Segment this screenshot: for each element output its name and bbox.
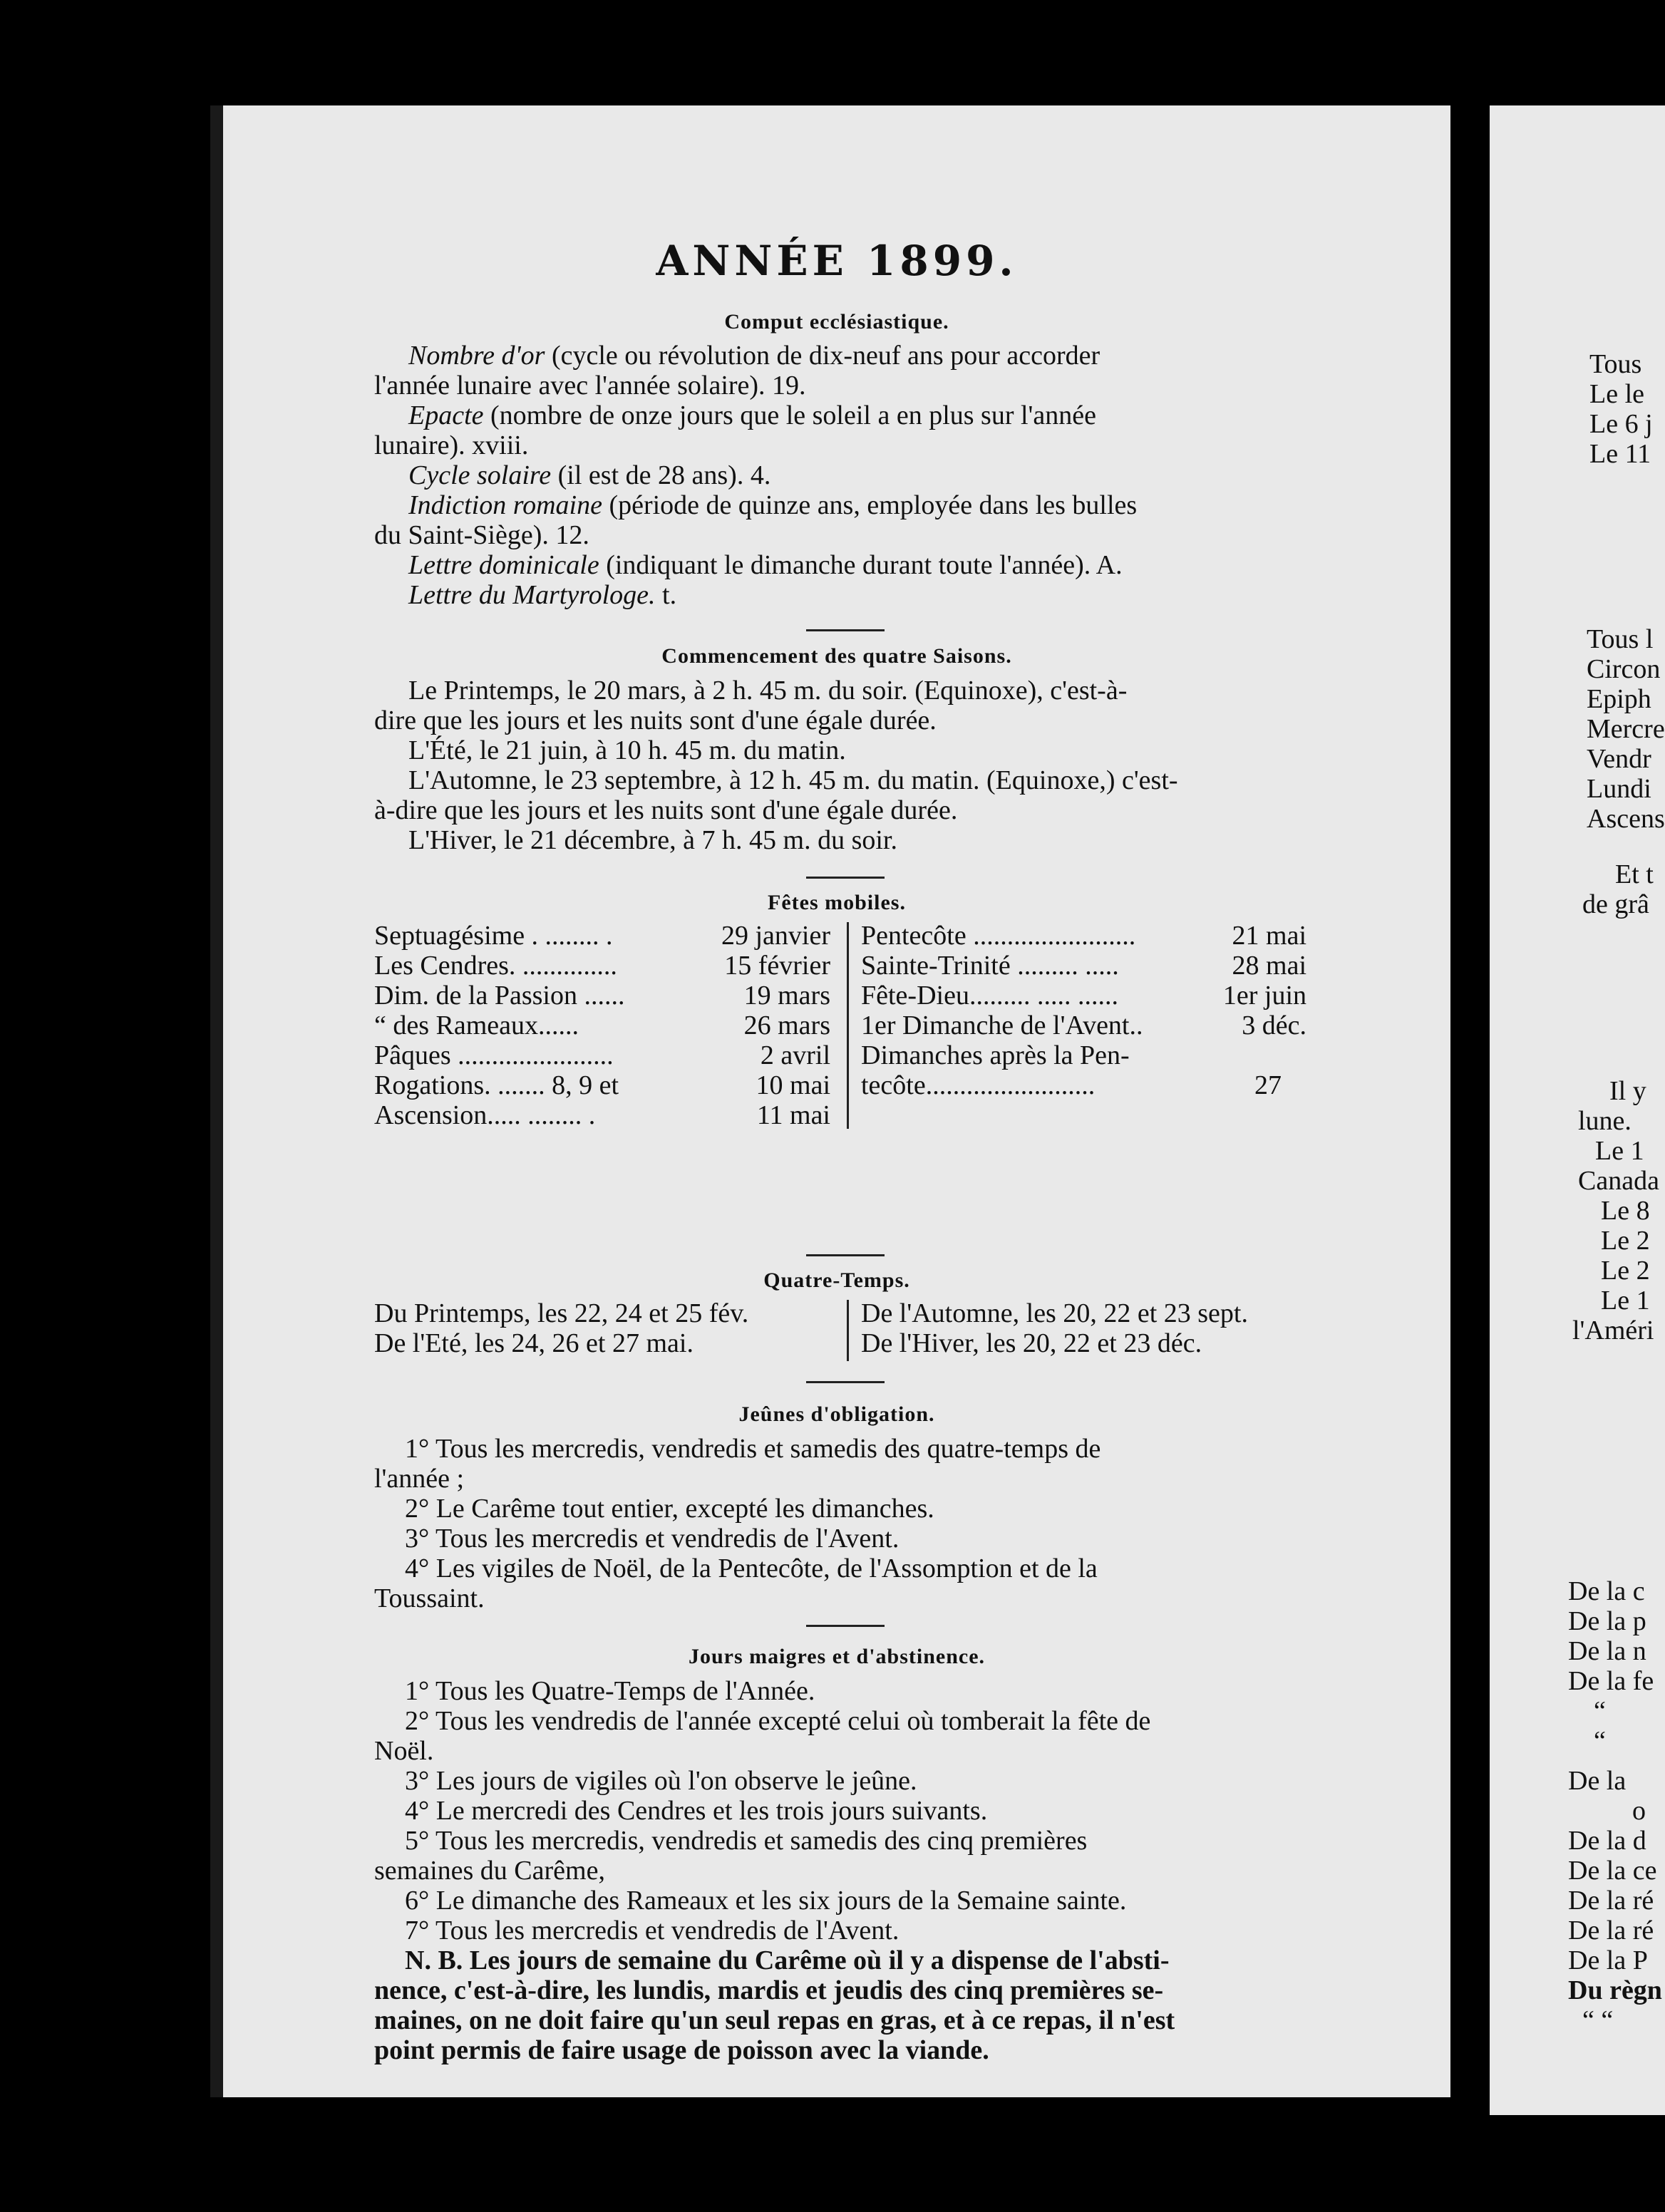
comput-line: Cycle solaire (il est de 28 ans). 4. — [408, 460, 771, 490]
right-line: o — [1632, 1796, 1646, 1826]
right-line: Le 8 — [1601, 1196, 1650, 1226]
maigres-line: 7° Tous les mercredis et vendredis de l'Avent. — [405, 1916, 899, 1945]
fete-row: Pâques ....................... 2 avril — [374, 1040, 830, 1070]
right-line: Ascens — [1587, 804, 1665, 834]
quatre-temps-row: De l'Eté, les 24, 26 et 27 mai. — [374, 1328, 694, 1358]
quatre-temps-row: De l'Automne, les 20, 22 et 23 sept. — [861, 1298, 1248, 1328]
saisons-line: Le Printemps, le 20 mars, à 2 h. 45 m. du soir. (Equinoxe), c'est-à- — [408, 676, 1128, 706]
comput-line: Nombre d'or (cycle ou révolution de dix-neuf ans pour accorder — [408, 341, 1100, 371]
right-line: De la d — [1568, 1826, 1646, 1856]
comput-heading: Comput ecclésiastique. — [724, 310, 949, 334]
right-line: Lundi — [1587, 774, 1651, 804]
right-line: Et t — [1615, 859, 1654, 889]
comput-line: lunaire). xviii. — [374, 430, 529, 460]
right-page — [1490, 105, 1665, 2115]
maigres-heading: Jours maigres et d'abstinence. — [688, 1645, 986, 1668]
maigres-line: 2° Tous les vendredis de l'année excepté celui où tomberait la fête de — [405, 1706, 1151, 1736]
right-line: De la ré — [1568, 1886, 1654, 1916]
fete-row: tecôte......................... 27 — [861, 1070, 1282, 1100]
quatre-temps-row: Du Printemps, les 22, 24 et 25 fév. — [374, 1298, 749, 1328]
maigres-line: 1° Tous les Quatre-Temps de l'Année. — [405, 1676, 815, 1706]
right-line: De la P — [1568, 1945, 1648, 1975]
jeunes-line: 1° Tous les mercredis, vendredis et samedis des quatre-temps de — [405, 1434, 1101, 1464]
right-line: Le le — [1589, 379, 1645, 409]
divider — [806, 629, 885, 631]
fete-row: Dim. de la Passion ...... 19 mars — [374, 981, 830, 1011]
jeunes-heading: Jeûnes d'obligation. — [738, 1402, 935, 1426]
divider — [806, 1625, 885, 1627]
fete-row: Septuagésime . ........ . 29 janvier — [374, 921, 830, 951]
right-line: Le 11 — [1589, 439, 1651, 469]
jeunes-line: l'année ; — [374, 1464, 465, 1494]
right-line: Tous l — [1587, 624, 1654, 654]
left-page — [210, 105, 1450, 2097]
fete-row: Les Cendres. .............. 15 février — [374, 951, 830, 981]
fete-row: 1er Dimanche de l'Avent.. 3 déc. — [861, 1011, 1306, 1040]
right-line: De la fe — [1568, 1666, 1654, 1696]
right-line: Le 2 — [1601, 1226, 1650, 1256]
divider — [806, 1254, 885, 1256]
right-line: Du règn — [1568, 1975, 1662, 2005]
fetes-heading: Fêtes mobiles. — [768, 891, 906, 914]
quatre-temps-row: De l'Hiver, les 20, 22 et 23 déc. — [861, 1328, 1202, 1358]
right-line: Vendr — [1587, 744, 1651, 774]
right-line: De la — [1568, 1766, 1627, 1796]
fete-row: Fête-Dieu......... ..... ...... 1er juin — [861, 981, 1306, 1011]
right-line: lune. — [1578, 1106, 1632, 1136]
maigres-line: point permis de faire usage de poisson avec la viande. — [374, 2035, 989, 2065]
right-line: Le 6 j — [1589, 409, 1653, 439]
right-line: Le 1 — [1601, 1286, 1650, 1316]
column-divider — [847, 1300, 849, 1361]
fete-row: Ascension..... ........ . 11 mai — [374, 1100, 830, 1130]
quatre-temps-heading: Quatre-Temps. — [763, 1268, 910, 1292]
jeunes-line: 3° Tous les mercredis et vendredis de l'Avent. — [405, 1524, 899, 1554]
comput-line: Epacte (nombre de onze jours que le soleil a en plus sur l'année — [408, 400, 1096, 430]
maigres-line: 4° Le mercredi des Cendres et les trois jours suivants. — [405, 1796, 988, 1826]
maigres-line: 3° Les jours de vigiles où l'on observe le jeûne. — [405, 1766, 917, 1796]
right-line: “ — [1594, 1696, 1606, 1726]
right-line: Tous — [1589, 349, 1642, 379]
right-line: l'Améri — [1572, 1316, 1654, 1345]
divider — [806, 877, 885, 879]
jeunes-line: 2° Le Carême tout entier, excepté les dimanches. — [405, 1494, 934, 1524]
maigres-line: Noël. — [374, 1736, 434, 1766]
maigres-line: N. B. Les jours de semaine du Carême où il y a dispense de l'absti- — [405, 1945, 1170, 1975]
maigres-line: maines, on ne doit faire qu'un seul repas en gras, et à ce repas, il n'est — [374, 2005, 1175, 2035]
comput-line: Indiction romaine (période de quinze ans, employée dans les bulles — [408, 490, 1138, 520]
comput-line: l'année lunaire avec l'année solaire). 19. — [374, 371, 806, 400]
right-line: Le 2 — [1601, 1256, 1650, 1286]
saisons-heading: Commencement des quatre Saisons. — [661, 644, 1012, 668]
right-line: De la c — [1568, 1576, 1645, 1606]
right-line: Circon — [1587, 654, 1661, 684]
right-line: De la p — [1568, 1606, 1646, 1636]
comput-line: du Saint-Siège). 12. — [374, 520, 589, 550]
right-line: Il y — [1609, 1076, 1646, 1106]
jeunes-line: 4° Les vigiles de Noël, de la Pentecôte, de l'Assomption et de la — [405, 1554, 1098, 1583]
saisons-line: à-dire que les jours et les nuits sont d'une égale durée. — [374, 795, 958, 825]
right-line: “ “ — [1582, 2005, 1614, 2035]
right-line: Canada — [1578, 1166, 1659, 1196]
fete-row: Rogations. ....... 8, 9 et 10 mai — [374, 1070, 830, 1100]
right-line: Le 1 — [1595, 1136, 1644, 1166]
divider — [806, 1381, 885, 1383]
fete-row: Dimanches après la Pen- — [861, 1040, 1130, 1070]
right-line: De la ré — [1568, 1916, 1654, 1945]
right-line: De la n — [1568, 1636, 1646, 1666]
maigres-line: 6° Le dimanche des Rameaux et les six jours de la Semaine sainte. — [405, 1886, 1127, 1916]
fete-row: “ des Rameaux...... 26 mars — [374, 1011, 830, 1040]
saisons-line: L'Hiver, le 21 décembre, à 7 h. 45 m. du soir. — [408, 825, 897, 855]
comput-line: Lettre dominicale (indiquant le dimanche durant toute l'année). A. — [408, 550, 1123, 580]
saisons-line: L'Automne, le 23 septembre, à 12 h. 45 m. du matin. (Equinoxe,) c'est- — [408, 765, 1178, 795]
right-line: Epiph — [1587, 684, 1651, 714]
right-line: De la ce — [1568, 1856, 1657, 1886]
jeunes-line: Toussaint. — [374, 1583, 485, 1613]
maigres-line: 5° Tous les mercredis, vendredis et samedis des cinq premières — [405, 1826, 1088, 1856]
page-title: ANNÉE 1899. — [656, 237, 1018, 285]
right-line: de grâ — [1582, 889, 1649, 919]
right-line: “ — [1594, 1726, 1606, 1756]
saisons-line: dire que les jours et les nuits sont d'une égale durée. — [374, 706, 937, 735]
comput-line: Lettre du Martyrologe. t. — [408, 580, 677, 610]
maigres-line: semaines du Carême, — [374, 1856, 605, 1886]
right-line: Mercre — [1587, 714, 1665, 744]
fete-row: Sainte-Trinité ......... ..... 28 mai — [861, 951, 1306, 981]
saisons-line: L'Été, le 21 juin, à 10 h. 45 m. du matin. — [408, 735, 846, 765]
column-divider — [847, 922, 849, 1129]
fete-row: Pentecôte ........................ 21 mai — [861, 921, 1306, 951]
maigres-line: nence, c'est-à-dire, les lundis, mardis et jeudis des cinq premières se- — [374, 1975, 1164, 2005]
